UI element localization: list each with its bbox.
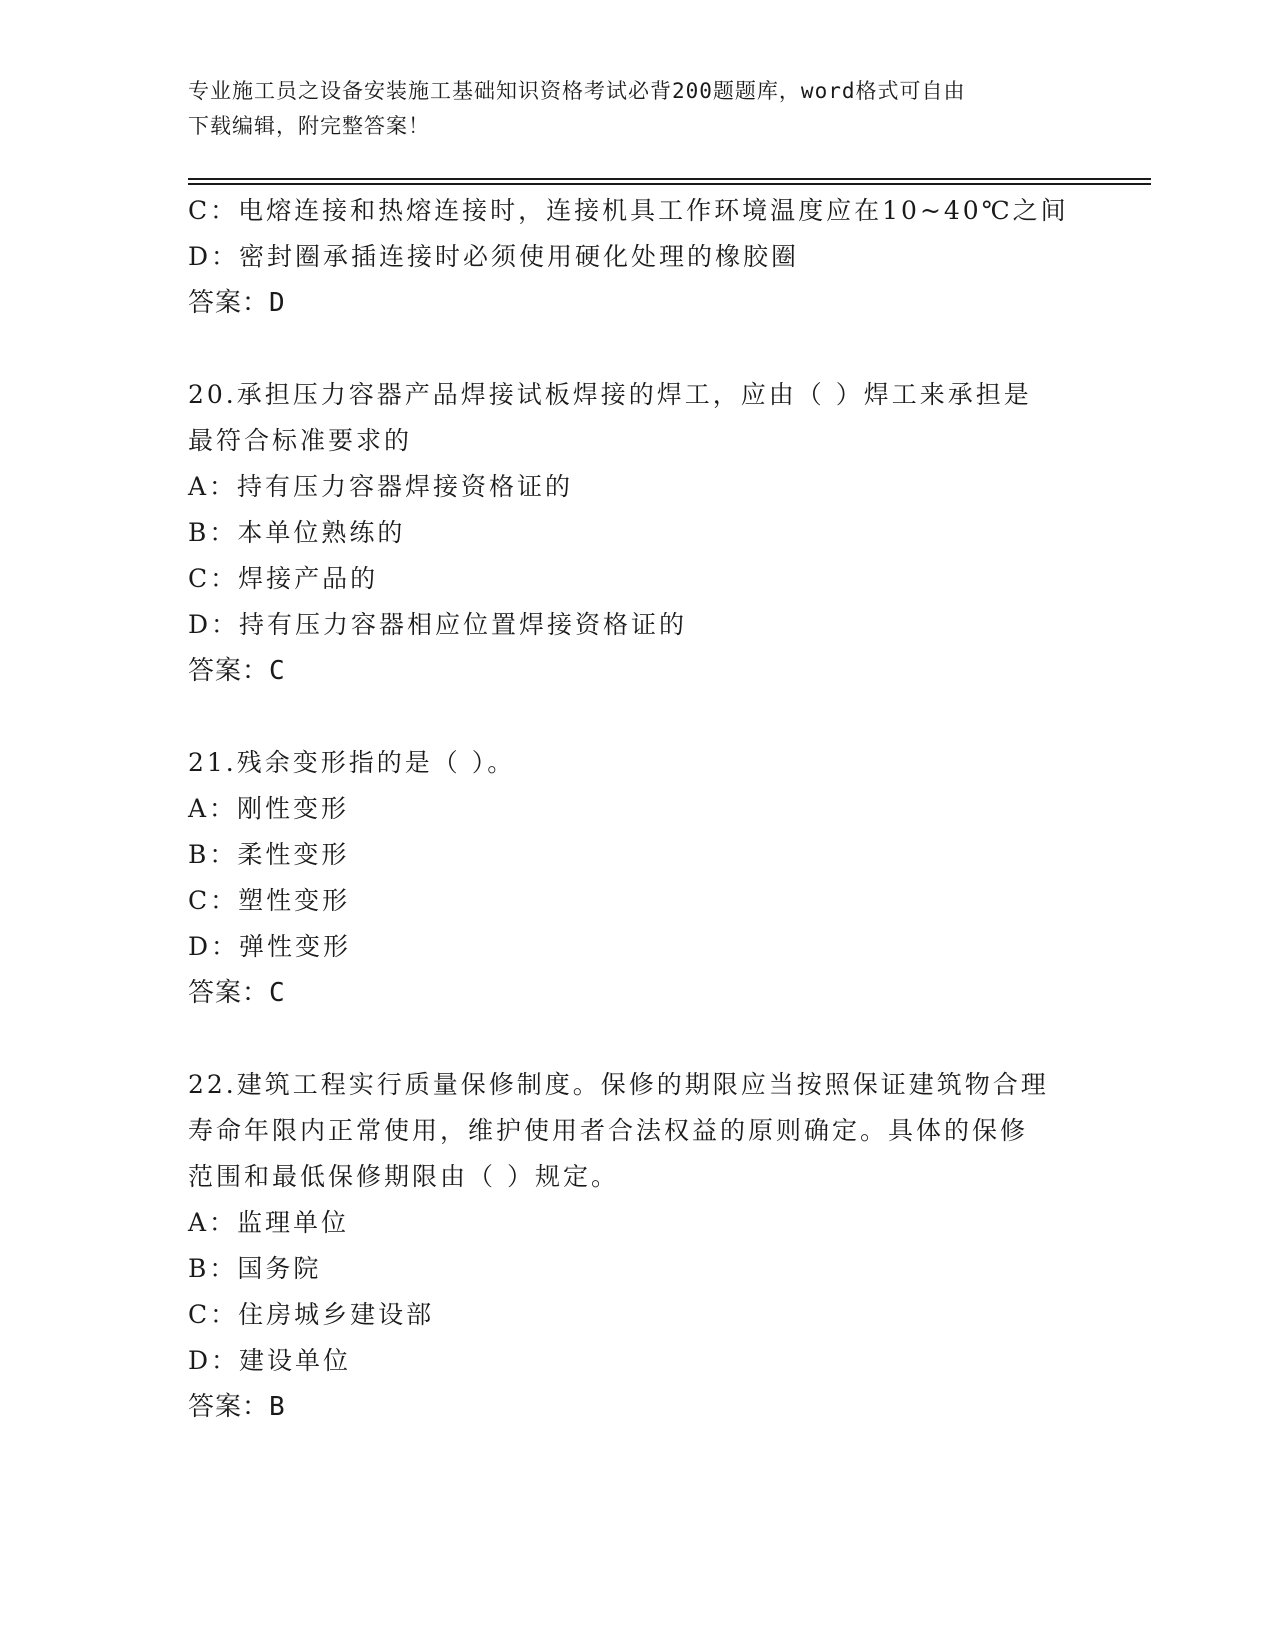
option-b: B：国务院 [188, 1254, 322, 1283]
question-stem-line: 最符合标准要求的 [188, 426, 413, 455]
question-stem-line: 22.建筑工程实行质量保修制度。保修的期限应当按照保证建筑物合理 [188, 1070, 1049, 1099]
question-stem-line: 范围和最低保修期限由（ ）规定。 [188, 1162, 619, 1191]
question-block-22 [188, 1062, 1088, 1430]
option-a: A：监理单位 [188, 1208, 350, 1237]
option-c: C：住房城乡建设部 [188, 1300, 435, 1329]
question-stem-line: 20.承担压力容器产品焊接试板焊接的焊工，应由（ ）焊工来承担是 [188, 380, 1032, 409]
option-d: D：密封圈承插连接时必须使用硬化处理的橡胶圈 [188, 242, 800, 271]
question-list [188, 188, 1088, 1430]
question-block-20 [188, 372, 1088, 694]
option-c: C：焊接产品的 [188, 564, 379, 593]
option-d: D：弹性变形 [188, 932, 352, 961]
question-block-21 [188, 740, 1088, 1016]
spacer [188, 694, 1088, 740]
header-line-1: 专业施工员之设备安装施工基础知识资格考试必背200题题库，word格式可自由 [188, 79, 966, 103]
question-stem-line: 寿命年限内正常使用，维护使用者合法权益的原则确定。具体的保修 [188, 1116, 1029, 1145]
document-header [188, 74, 1088, 144]
option-b: B：柔性变形 [188, 840, 350, 869]
header-divider-top [188, 178, 1151, 180]
option-a: A：持有压力容器焊接资格证的 [188, 472, 574, 501]
option-c: C：塑性变形 [188, 886, 351, 915]
answer-line: 答案：D [188, 288, 286, 318]
answer-line: 答案：C [188, 656, 286, 686]
spacer [188, 1016, 1088, 1062]
header-line-2: 下载编辑，附完整答案！ [188, 114, 430, 138]
question-stem-line: 21.残余变形指的是（ ）。 [188, 748, 516, 777]
option-c: C：电熔连接和热熔连接时，连接机具工作环境温度应在10~40℃之间 [188, 196, 1069, 225]
spacer [188, 326, 1088, 372]
option-d: D：建设单位 [188, 1346, 352, 1375]
option-b: B：本单位熟练的 [188, 518, 406, 547]
answer-line: 答案：C [188, 978, 286, 1008]
option-a: A：刚性变形 [188, 794, 350, 823]
option-d: D：持有压力容器相应位置焊接资格证的 [188, 610, 688, 639]
header-divider-bottom [188, 183, 1151, 185]
question-block-19 [188, 188, 1088, 326]
answer-line: 答案：B [188, 1392, 286, 1422]
